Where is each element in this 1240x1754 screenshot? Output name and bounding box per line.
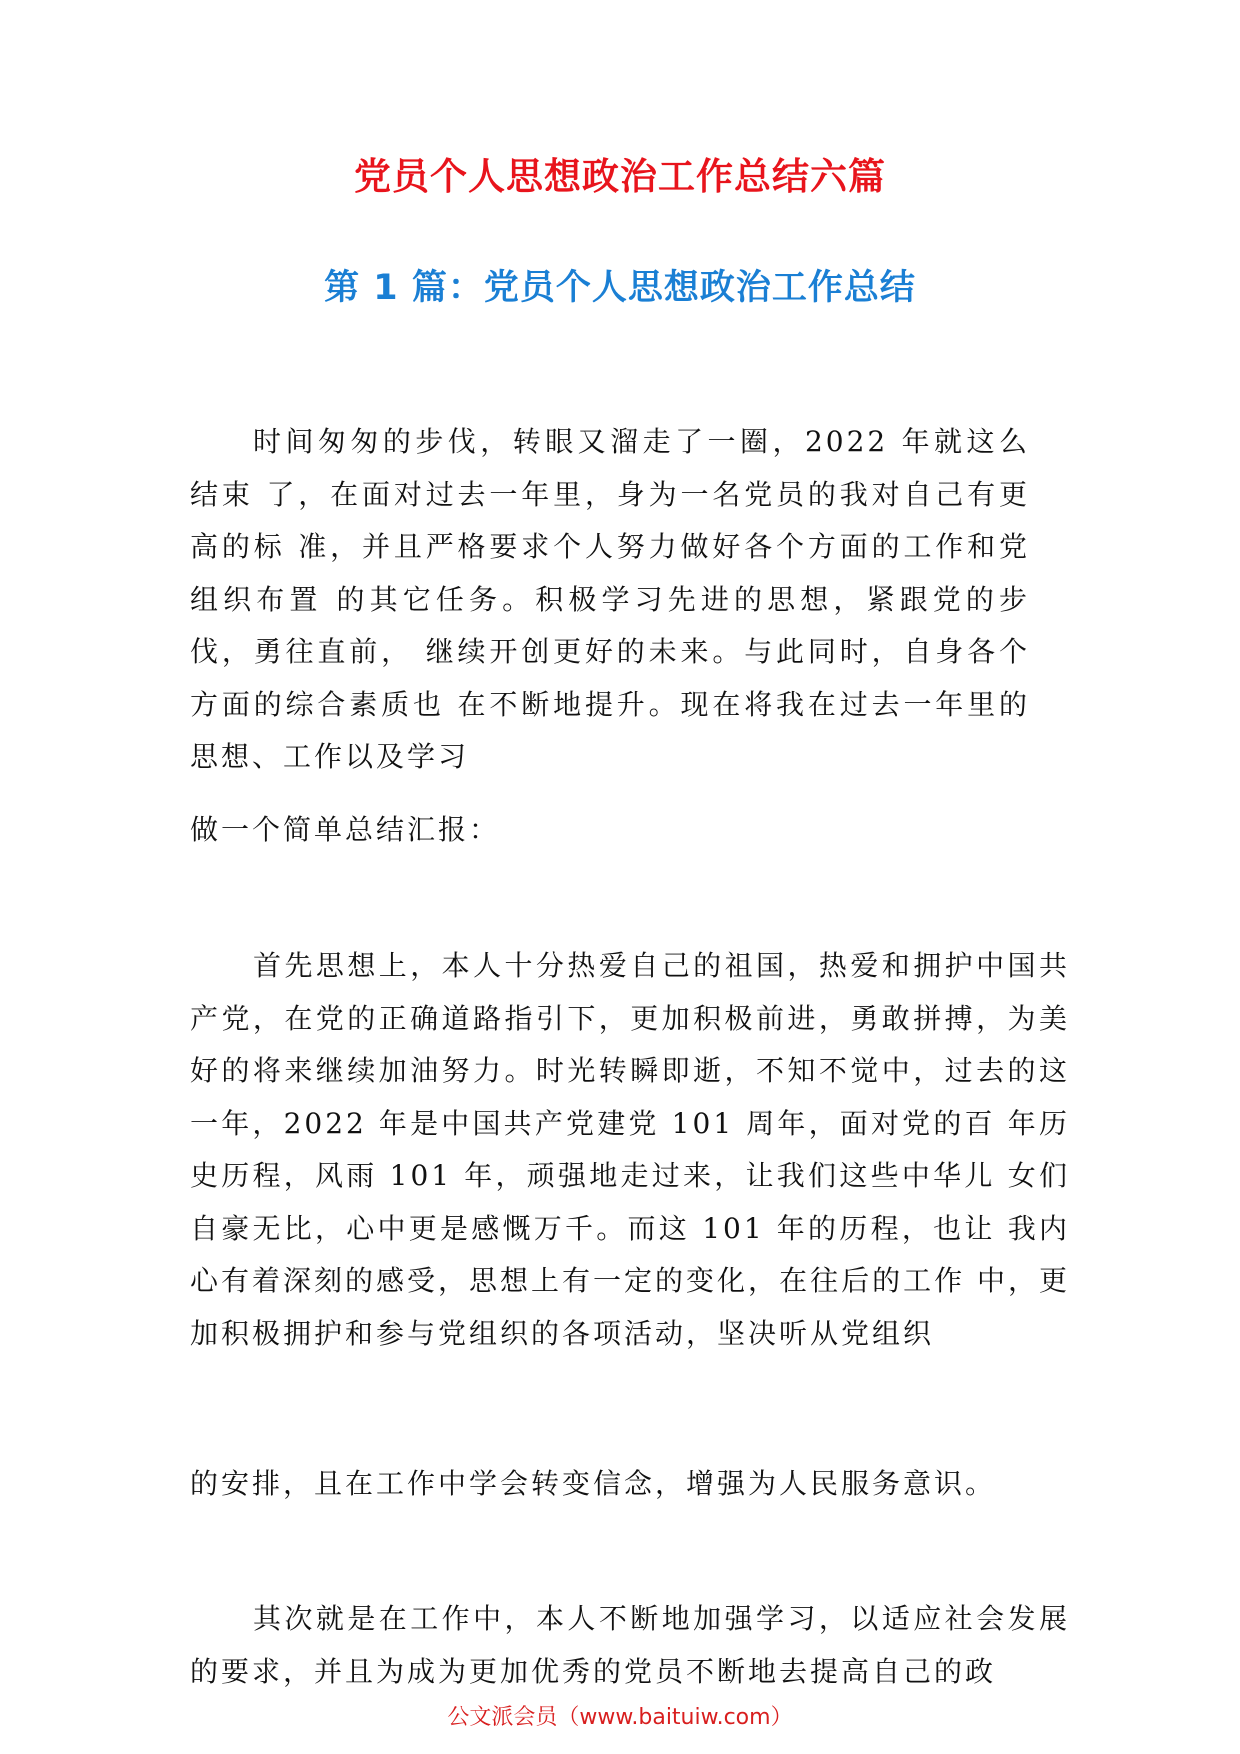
footer-watermark: 公文派会员（www.baituiw.com）	[447, 1705, 793, 1730]
section-title: 第 1 篇：党员个人思想政治工作总结	[324, 268, 916, 308]
paragraph-work: 其次就是在工作中，本人不断地加强学习，以适应社会发展的要求，并且为成为更加优秀的党员不断地去提高自己的政	[190, 1602, 1070, 1688]
paragraph-intro-continued: 做一个简单总结汇报：	[190, 813, 501, 846]
paragraph-ideology-continued: 的安排，且在工作中学会转变信念，增强为人民服务意识。	[190, 1467, 997, 1500]
paragraph-ideology: 首先思想上，本人十分热爱自己的祖国，热爱和拥护中国共产党，在党的正确道路指引下，更加积极前进，勇敢拼搏，为美好的将来继续加油努力。时光转瞬即逝，不知不觉中，过去的这一年，2022 年是中国共产党建党 101 周年，面对党的百 年历史历程，风雨 101 年，顽强地走过来，让我们这些中华儿 女们自豪无比，心中更是感慨万千。而这 101 年的历程，也让 我内心有着深刻的感受，思想上有一定的变化，在往后的工作 中，更加积极拥护和参与党组织的各项活动，坚决听从党组织	[190, 949, 1070, 1350]
document-title: 党员个人思想政治工作总结六篇	[354, 155, 886, 198]
paragraph-intro: 时间匆匆的步伐，转眼又溜走了一圈，2022 年就这么结束 了，在面对过去一年里，身为一名党员的我对自己有更高的标 准，并且严格要求个人努力做好各个方面的工作和党组织布置 的其它任务。积极学习先进的思想，紧跟党的步伐，勇往直前， 继续开创更好的未来。与此同时，自身各个方面的综合素质也 在不断地提升。现在将我在过去一年里的思想、工作以及学习	[190, 425, 1030, 773]
